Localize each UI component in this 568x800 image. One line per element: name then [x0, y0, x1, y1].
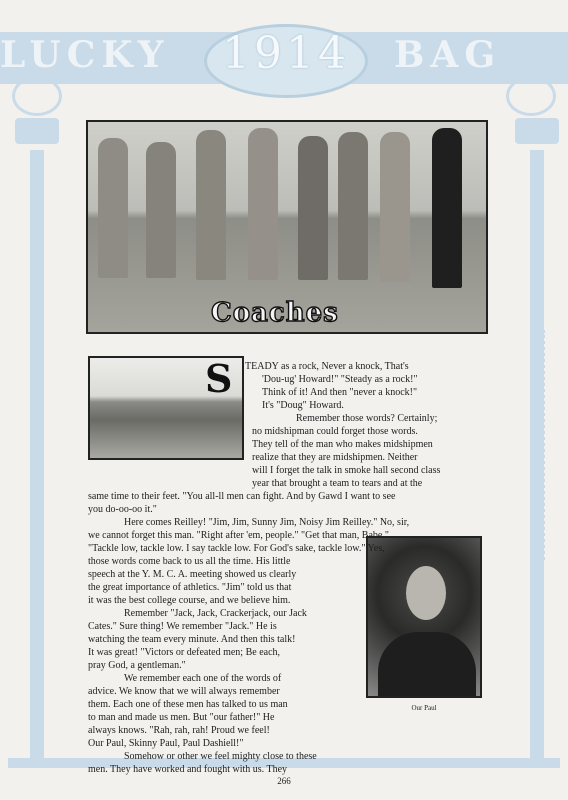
text-line: we cannot forget this man. "Right after 'em, people." "Get that man, Babe." — [88, 530, 389, 541]
text-line: Our Paul, Skinny Paul, Paul Dashiell!" — [88, 738, 244, 749]
text-line: same time to their feet. "You all-ll men can fight. And by Gawd I want to see — [88, 491, 396, 502]
vine-ornament-icon — [542, 330, 565, 560]
coach-figure — [98, 138, 128, 278]
right-ornament-icon — [506, 76, 556, 116]
coach-figure — [432, 128, 462, 288]
text-line: 'Dou-ug' Howard!" "Steady as a rock!" — [262, 374, 418, 385]
text-line: Somehow or other we feel mighty close to these — [124, 751, 317, 762]
text-line: men. They have worked and fought with us. They — [88, 764, 288, 775]
text-line: them. Each one of these men has talked to us man — [88, 699, 288, 710]
text-line: those words come back to us all the time. His little — [88, 556, 291, 567]
text-line: to man and made us men. But "our father!" He — [88, 712, 275, 723]
left-column — [30, 150, 44, 758]
text-line: Here comes Reilley! "Jim, Jim, Sunny Jim, Noisy Jim Reilley." No, sir, — [124, 517, 410, 528]
text-line: speech at the Y. M. C. A. meeting showed us clearly — [88, 569, 297, 580]
text-line: They tell of the man who makes midshipmen — [252, 439, 433, 450]
text-line: the great importance of athletics. "Jim" told us that — [88, 582, 292, 593]
text-line: We remember each one of the words of — [124, 673, 282, 684]
banner-left-word: LUCKY — [0, 34, 170, 76]
coaches-title: Coaches — [211, 298, 339, 328]
coach-figure — [338, 132, 368, 280]
left-ornament-icon — [12, 76, 62, 116]
text-line: "Tackle low, tackle low. I say tackle low. For God's sake, tackle low." Yes, — [88, 543, 385, 554]
portrait-caption: Our Paul — [411, 704, 437, 712]
coach-figure — [248, 128, 278, 280]
text-line: TEADY as a rock, Never a knock, That's — [245, 361, 409, 372]
text-line: will I forget the talk in smoke hall second class — [252, 465, 441, 476]
coach-figure — [298, 136, 328, 280]
drop-cap: S — [205, 356, 233, 401]
banner-year: 1914 — [222, 28, 350, 79]
page-number: 266 — [277, 776, 291, 786]
coach-figure — [380, 132, 410, 282]
text-line: no midshipman could forget those words. — [252, 426, 418, 437]
portrait-face — [406, 566, 446, 620]
text-line: It was great! "Victors or defeated men; Be each, — [88, 647, 281, 658]
text-line: It's "Doug" Howard. — [262, 400, 344, 411]
left-column-capital — [15, 118, 59, 144]
coach-figure — [196, 130, 226, 280]
text-line: pray God, a gentleman." — [88, 660, 186, 671]
text-line: Remember "Jack, Jack, Crackerjack, our Jack — [124, 608, 307, 619]
text-line: year that brought a team to tears and at the — [252, 478, 423, 489]
text-line: watching the team every minute. And then this talk! — [88, 634, 296, 645]
paul-portrait-photo — [366, 536, 482, 698]
portrait-uniform — [378, 632, 476, 698]
coach-figure — [146, 142, 176, 278]
right-column-capital — [515, 118, 559, 144]
text-line: always knows. "Rah, rah, rah! Proud we feel! — [88, 725, 270, 736]
text-line: realize that they are midshipmen. Neither — [252, 452, 418, 463]
text-line: you do-oo-oo it." — [88, 504, 157, 515]
text-line: Cates." Sure thing! We remember "Jack." He is — [88, 621, 277, 632]
text-line: advice. We know that we will always remember — [88, 686, 280, 697]
text-line: Remember those words? Certainly; — [296, 413, 438, 424]
text-line: Think of it! And then "never a knock!" — [262, 387, 418, 398]
banner-right-word: BAG — [394, 34, 502, 76]
text-line: it was the best college course, and we believe him. — [88, 595, 291, 606]
